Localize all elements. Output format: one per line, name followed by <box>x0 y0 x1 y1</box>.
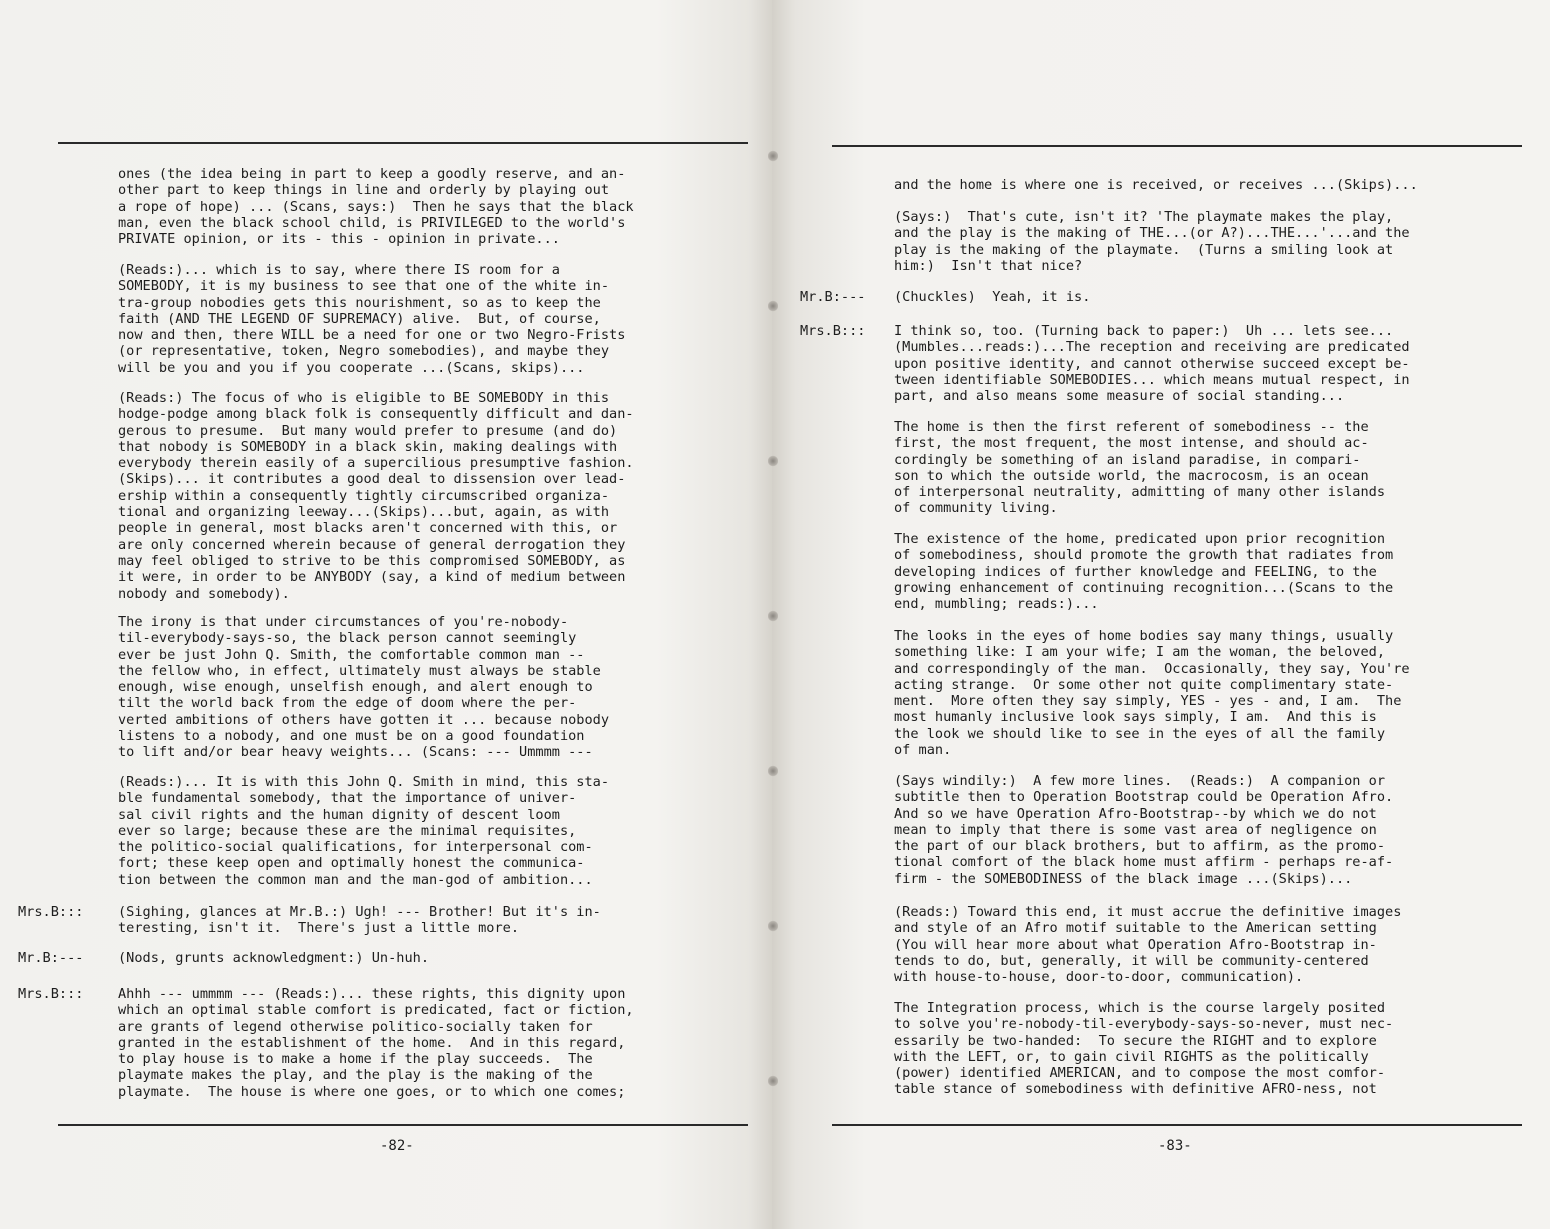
binding-ring <box>768 920 778 932</box>
binding-ring <box>768 300 778 312</box>
top-rule <box>832 145 1522 147</box>
binding-ring <box>768 1075 778 1087</box>
right-paragraph-5: (Reads:) Toward this end, it must accrue the definitive images and style of an Afro motif suitable to the American setting (You will hear more about what Operation Afro-Bootstrap in- tends to do, but, generally, it will be community-centered with house-to-house, door-to-door, communication). <box>894 904 1402 986</box>
left-paragraph-4: The irony is that under circumstances of you're-nobody- til-everybody-says-so, the black person cannot seemingly ever be just John Q. Smith, the comfortable common man -- the fellow who, in effect, ultimately must always be stable enough, wise enough, unselfish enough, and alert enough to tilt the world back from the edge of doom where the per- verted ambitions of others have gotten it ... because nobody listens to a nobody, and one must be on a good foundation to lift and/or bear heavy weights... (Scans: --- Ummmm --- <box>118 614 610 761</box>
left-paragraph-3: (Reads:) The focus of who is eligible to BE SOMEBODY in this hodge-podge among black folk is consequently difficult and dan- gerous to presume. But many would prefer to presume (and do) that nobody is SOMEBODY in a black skin, making dealings with everybody therein easily of a supercilious presumptive fashion. (Skips)... it contributes a good deal to dissension over lead- ership within a consequently tightly circumscribed organiza- tional and organizing leeway...(Skips)...but, again, as with people in general, most blacks aren't concerned with this, or are only concerned wherein because of general derrogation they may feel obliged to strive to be this compromised SOMEBODY, as it were, in order to be ANYBODY (say, a kind of medium between nobody and somebody). <box>118 390 634 602</box>
right-opening-line: and the home is where one is received, or receives ...(Skips)... <box>894 177 1418 193</box>
right-page <box>772 0 1550 1229</box>
page-number: -82- <box>380 1138 414 1154</box>
binding-ring <box>768 150 778 162</box>
top-rule <box>58 142 748 144</box>
dialogue-line: Ahhh --- ummmm --- (Reads:)... these rights, this dignity upon which an optimal stable comfort is predicated, fact or fiction, are grants of legend otherwise politico-socially taken for granted in the establishment of the home. And in this regard, to play house is to make a home if the play succeeds. The playmate makes the play, and the play is the making of the playmate. The house is where one goes, or to which one comes; <box>118 986 634 1100</box>
speaker-label: Mrs.B::: <box>800 323 866 339</box>
page-number: -83- <box>1158 1138 1192 1154</box>
dialogue-line: (Sighing, glances at Mr.B.:) Ugh! --- Brother! But it's in- teresting, isn't it. There's just a little more. <box>118 904 601 937</box>
speaker-label: Mrs.B::: <box>18 986 84 1002</box>
right-paragraph-6: The Integration process, which is the course largely posited to solve you're-nobody-til-everybody-says-so-never, must nec- essarily be two-handed: To secure the RIGHT and to explore with the LEFT, or, to gain civil RIGHTS as the politically (power) identified AMERICAN, and to compose the most comfor- table stance of somebodiness with definitive AFRO-ness, not <box>894 1000 1394 1098</box>
dialogue-line: (Nods, grunts acknowledgment:) Un-huh. <box>118 950 429 966</box>
binding-ring <box>768 765 778 777</box>
left-paragraph-5: (Reads:)... It is with this John Q. Smith in mind, this sta- ble fundamental somebody, that the importance of univer- sal civil rights and the human dignity of descent loom ever so large; because these are the minimal requisites, the politico-social qualifications, for interpersonal com- fort; these keep open and optimally honest the communica- tion between the common man and the man-god of ambition... <box>118 774 610 888</box>
speaker-label: Mr.B:--- <box>18 950 84 966</box>
dialogue-line: I think so, too. (Turning back to paper:) Uh ... lets see... (Mumbles...reads:)...The reception and receiving are predicated upon positive identity, and cannot otherwise succeed except be- tween identifiable SOMEBODIES... which means mutual respect, in part, and also means some measure of social standing... <box>894 323 1410 405</box>
right-paragraph-3: The looks in the eyes of home bodies say many things, usually something like: I am your wife; I am the woman, the beloved, and correspondingly of the man. Occasionally, they say, You're acting strange. Or some other not quite complimentary state- ment. More often they say simply, YES - yes - and, I am. The most humanly inclusive look says simply, I am. And this is the look we should like to see in the eyes of all the family of man. <box>894 628 1410 759</box>
binding-ring <box>768 610 778 622</box>
speaker-label: Mr.B:--- <box>800 289 866 305</box>
bottom-rule <box>832 1124 1522 1126</box>
dialogue-line: (Chuckles) Yeah, it is. <box>894 289 1091 305</box>
right-paragraph-2: The existence of the home, predicated upon prior recognition of somebodiness, should promote the growth that radiates from developing indices of further knowledge and FEELING, to the growing enhancement of continuing recognition...(Scans to the end, mumbling; reads:)... <box>894 531 1394 613</box>
right-paragraph-1: The home is then the first referent of somebodiness -- the first, the most frequent, the most intense, and should ac- cordingly be something of an island paradise, in compari- son to which the outside world, the macrocosm, is an ocean of interpersonal neutrality, admitting of many other islands of community living. <box>894 419 1386 517</box>
right-says-paragraph: (Says:) That's cute, isn't it? 'The playmate makes the play, and the play is the making of THE...(or A?)...THE...'...and the play is the making of the playmate. (Turns a smiling look at him:) Isn't that nice? <box>894 209 1410 274</box>
left-page <box>0 0 772 1229</box>
left-paragraph-1: ones (the idea being in part to keep a goodly reserve, and an- other part to keep things in line and orderly by playing out a rope of hope) ... (Scans, says:) Then he says that the black man, even the black school child, is PRIVILEGED to the world's PRIVATE opinion, or its - this - opinion in private... <box>118 166 634 248</box>
binding-ring <box>768 455 778 467</box>
left-paragraph-2: (Reads:)... which is to say, where there IS room for a SOMEBODY, it is my business to see that one of the white in- tra-group nobodies gets this nourishment, so as to keep the faith (AND THE LEGEND OF SUPREMACY) alive. But, of course, now and then, there WILL be a need for one or two Negro-Frists (or representative, token, Negro somebodies), and maybe they will be you and you if you cooperate ...(Scans, skips)... <box>118 262 626 376</box>
speaker-label: Mrs.B::: <box>18 904 84 920</box>
right-paragraph-4: (Says windily:) A few more lines. (Reads:) A companion or subtitle then to Operation Bootstrap could be Operation Afro. And so we have Operation Afro-Bootstrap--by which we do not mean to imply that there is some vast area of negligence on the part of our black brothers, but to affirm, as the promo- tional comfort of the black home must affirm - perhaps re-af- firm - the SOMEBODINESS of the black image ...(Skips)... <box>894 773 1394 887</box>
bottom-rule <box>58 1124 748 1126</box>
